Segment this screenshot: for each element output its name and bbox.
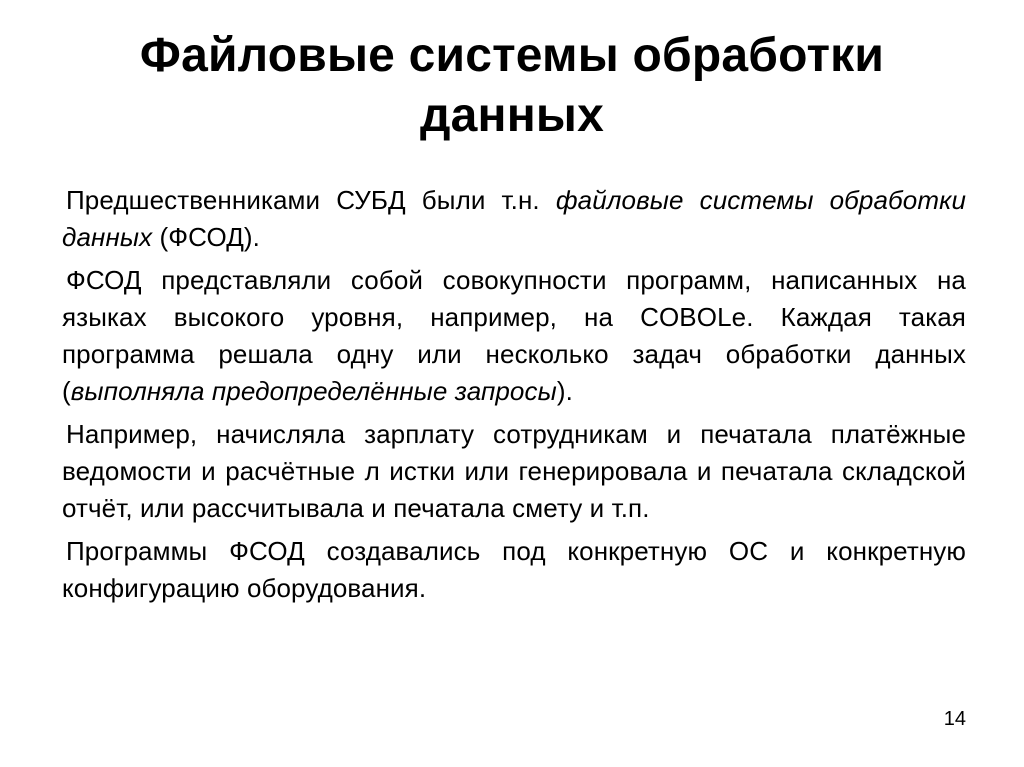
paragraph-2 [62, 262, 966, 410]
paragraph-3: Например, начисляла зарплату сотрудникам и печатала платёжные ведомости и расчётные л истки или генерировала и печатала складской отчёт, или рассчитывала и печатала смету и т.п. [62, 419, 966, 523]
paragraph-2-text-start: ФСОД представляли собой совокупности программ, написанных на языках высокого уровня, например, на COBOLе. Каждая такая программа решала одну или несколько задач обработки данных ( [62, 265, 966, 406]
slide-body [62, 182, 966, 613]
paragraph-2-text-end: ). [556, 376, 573, 406]
slide-title-line-1: Файловые системы обработки [139, 29, 885, 82]
paragraph-1-text-start: Предшественниками СУБД были т.н. [66, 185, 556, 215]
paragraph-1-emphasis: файловые системы обработки данных [62, 185, 967, 252]
paragraph-2-emphasis: выполняла предопределённые запросы [70, 376, 557, 406]
paragraph-4: Программы ФСОД создавались под конкретную ОС и конкретную конфигурацию оборудования. [62, 536, 966, 603]
paragraph-1 [62, 182, 966, 256]
slide-title-line-2: данных [419, 89, 605, 142]
page-number: 14 [943, 708, 966, 730]
slide-title [60, 26, 964, 146]
paragraph-1-text-end: (ФСОД). [152, 222, 260, 252]
